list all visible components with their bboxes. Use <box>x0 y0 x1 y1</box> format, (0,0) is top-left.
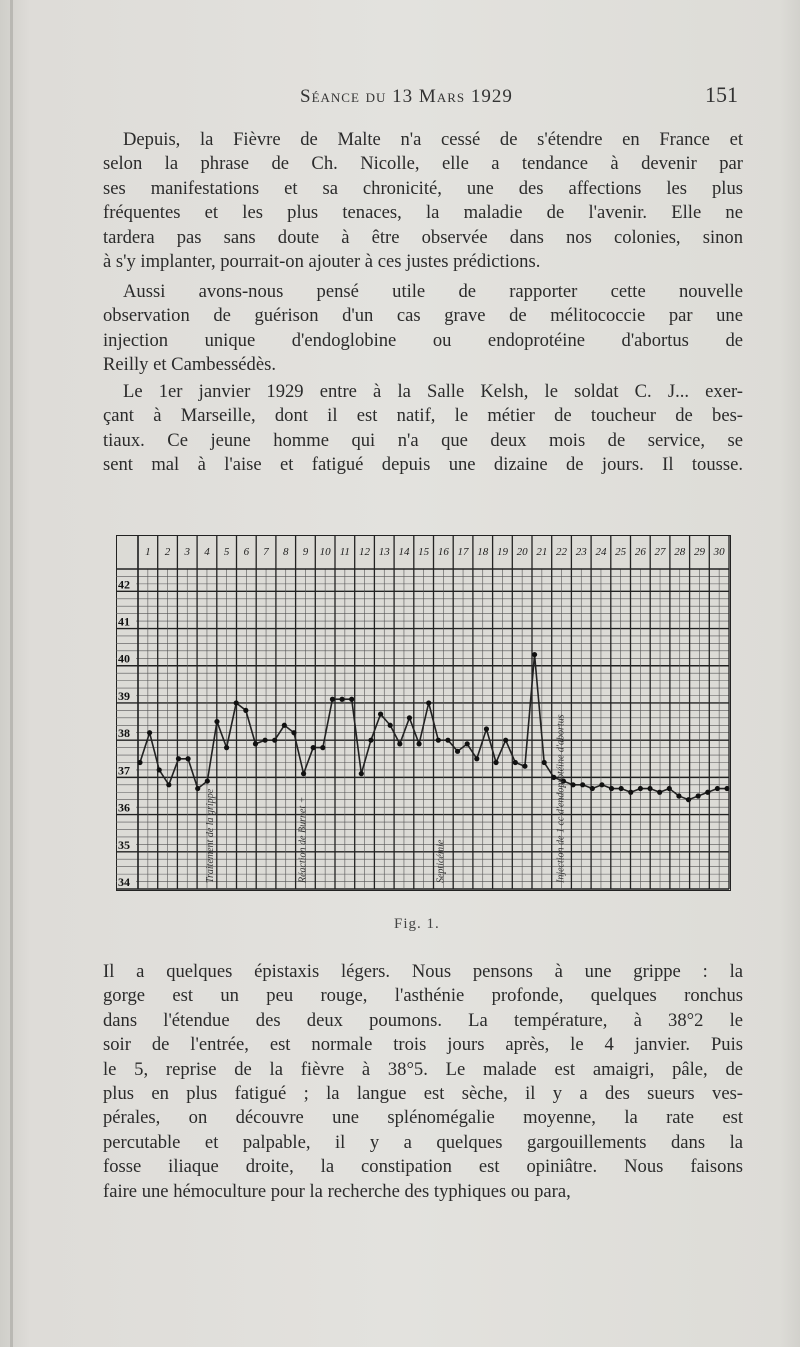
temperature-point <box>599 782 604 787</box>
temperature-point <box>205 778 210 783</box>
temperature-point <box>532 652 537 657</box>
temperature-point <box>359 771 364 776</box>
temperature-point <box>272 738 277 743</box>
temperature-point <box>166 782 171 787</box>
temperature-point <box>339 697 344 702</box>
page-edge <box>10 0 13 1347</box>
temperature-point <box>388 723 393 728</box>
temperature-chart <box>116 535 731 891</box>
text-line: pérales, on découvre une splénomégalie moyenne, la rate est <box>103 1107 743 1129</box>
paragraph-2 <box>103 280 743 378</box>
text-line: Reilly et Cambessédès. <box>103 354 276 376</box>
day-label: 2 <box>164 546 171 558</box>
temperature-point <box>522 764 527 769</box>
page-number: 151 <box>705 82 738 107</box>
text-line: gorge est un peu rouge, l'asthénie profonde, quelques ronchus <box>103 985 743 1007</box>
running-head: Séance du 13 Mars 1929 <box>300 86 513 107</box>
day-label: 4 <box>204 546 210 558</box>
text-line: observation de guérison d'un cas grave de mélitococcie par une <box>103 305 743 327</box>
temperature-point <box>301 771 306 776</box>
y-tick-label: 36 <box>118 800 130 815</box>
temperature-point <box>445 738 450 743</box>
text-line: Aussi avons-nous pensé utile de rapporter cette nouvelle <box>123 281 743 302</box>
text-line: tiaux. Ce jeune homme qui n'a que deux mois de service, se <box>103 429 743 451</box>
text-line: Il a quelques épistaxis légers. Nous pensons à une grippe : la <box>103 961 743 982</box>
temperature-point <box>262 738 267 743</box>
temperature-point <box>195 786 200 791</box>
day-label: 24 <box>595 546 607 558</box>
day-label: 28 <box>674 546 686 558</box>
temperature-point <box>493 760 498 765</box>
y-tick-label: 35 <box>118 837 130 852</box>
day-label: 27 <box>654 546 666 558</box>
temperature-point <box>349 697 354 702</box>
y-tick-label: 34 <box>118 875 130 889</box>
day-label: 9 <box>302 546 309 558</box>
temperature-point <box>619 786 624 791</box>
temperature-point <box>715 786 720 791</box>
day-label: 20 <box>516 546 528 558</box>
day-label: 17 <box>457 546 469 558</box>
temperature-point <box>185 756 190 761</box>
temperature-point <box>686 797 691 802</box>
y-tick-label: 41 <box>118 614 130 629</box>
day-label: 22 <box>556 546 568 558</box>
paragraph-1 <box>103 128 743 274</box>
temperature-point <box>282 723 287 728</box>
text-line: sent mal à l'aise et fatigué depuis une dizaine de jours. Il tousse. <box>103 454 743 476</box>
temperature-point <box>542 760 547 765</box>
day-label: 26 <box>634 546 646 558</box>
temperature-point <box>426 700 431 705</box>
temperature-point <box>465 741 470 746</box>
text-line: Depuis, la Fièvre de Malte n'a cessé de s'étendre en France et <box>123 129 743 150</box>
text-line: Le 1er janvier 1929 entre à la Salle Kelsh, le soldat C. J... exer- <box>123 381 743 402</box>
temperature-point <box>243 708 248 713</box>
temperature-point <box>320 745 325 750</box>
temperature-point <box>157 767 162 772</box>
day-label: 5 <box>223 546 230 558</box>
text-line: ses manifestations et sa chronicité, une des affections les plus <box>103 177 743 199</box>
text-line: injection unique d'endoglobine ou endoprotéine d'abortus de <box>103 329 743 351</box>
y-tick-label: 39 <box>118 688 130 703</box>
day-label: 21 <box>536 546 548 558</box>
temperature-point <box>176 756 181 761</box>
chart-annotation: Réaction de Burnet + <box>297 796 309 883</box>
day-label: 3 <box>184 546 190 558</box>
day-label: 7 <box>263 546 269 558</box>
temperature-point <box>580 782 585 787</box>
text-line: çant à Marseille, dont il est natif, le métier de toucheur de bes- <box>103 405 743 427</box>
day-label: 18 <box>477 546 489 558</box>
temperature-point <box>368 738 373 743</box>
temperature-point <box>609 786 614 791</box>
temperature-point <box>590 786 595 791</box>
day-label: 30 <box>713 546 725 558</box>
temperature-point <box>647 786 652 791</box>
temperature-point <box>137 760 142 765</box>
page-header <box>0 80 800 110</box>
chart-annotation: Injection de 1 cc d'endoprotéine d'abortus <box>555 714 567 883</box>
temperature-point <box>503 738 508 743</box>
temperature-point <box>378 712 383 717</box>
text-line: tardera pas sans doute à être observée dans nos colonies, sinon <box>103 226 743 248</box>
text-line: soir de l'entrée, est normale trois jours après, le 4 janvier. Puis <box>103 1034 743 1056</box>
temperature-point <box>253 741 258 746</box>
temperature-point <box>724 786 729 791</box>
text-line: à s'y implanter, pourrait-on ajouter à ces justes prédictions. <box>103 251 541 273</box>
temperature-point <box>147 730 152 735</box>
day-label: 6 <box>243 546 250 558</box>
temperature-point <box>484 726 489 731</box>
y-tick-label: 40 <box>118 651 130 666</box>
temperature-point <box>696 793 701 798</box>
figure-caption: Fig. 1. <box>394 916 440 932</box>
day-label: 23 <box>575 546 587 558</box>
text-line: percutable et palpable, il y a quelques gargouillements dans la <box>103 1131 743 1153</box>
temperature-point <box>570 782 575 787</box>
paragraph-4 <box>103 960 743 1204</box>
day-label: 25 <box>615 546 627 558</box>
day-label: 8 <box>283 546 289 558</box>
text-line: fréquentes et les plus tenaces, la maladie de l'avenir. Elle ne <box>103 202 743 224</box>
day-label: 14 <box>398 546 410 558</box>
temperature-point <box>705 790 710 795</box>
day-label: 11 <box>339 546 350 558</box>
day-label: 1 <box>145 546 151 558</box>
day-label: 16 <box>437 546 449 558</box>
text-line: faire une hémoculture pour la recherche des typhiques ou para, <box>103 1180 571 1202</box>
chart-annotation: Traitement de la grippe <box>204 788 216 883</box>
temperature-point <box>407 715 412 720</box>
temperature-point <box>291 730 296 735</box>
day-label: 29 <box>693 546 705 558</box>
y-tick-label: 42 <box>118 577 130 592</box>
temperature-point <box>667 786 672 791</box>
temperature-point <box>455 749 460 754</box>
text-line: le 5, reprise de la fièvre à 38°5. Le malade est amaigri, pâle, de <box>103 1058 743 1080</box>
temperature-point <box>214 719 219 724</box>
day-label: 15 <box>418 546 430 558</box>
text-line: fosse iliaque droite, la constipation est opiniâtre. Nous faisons <box>103 1156 743 1178</box>
temperature-point <box>638 786 643 791</box>
paragraph-3 <box>103 380 743 478</box>
temperature-point <box>330 697 335 702</box>
temperature-point <box>657 790 662 795</box>
temperature-point <box>474 756 479 761</box>
chart-annotation: Septicémie <box>435 839 447 883</box>
temperature-point <box>436 738 441 743</box>
day-label: 10 <box>319 546 331 558</box>
temperature-point <box>224 745 229 750</box>
y-tick-label: 38 <box>118 726 130 741</box>
text-line: selon la phrase de Ch. Nicolle, elle a tendance à devenir par <box>103 153 743 175</box>
text-line: dans l'étendue des deux poumons. La température, à 38°2 le <box>103 1009 743 1031</box>
temperature-point <box>676 793 681 798</box>
temperature-point <box>311 745 316 750</box>
temperature-point <box>513 760 518 765</box>
day-label: 13 <box>378 546 390 558</box>
temperature-point <box>234 700 239 705</box>
day-label: 19 <box>496 546 508 558</box>
temperature-point <box>416 741 421 746</box>
temperature-chart-svg <box>116 535 731 891</box>
temperature-point <box>628 790 633 795</box>
y-tick-label: 37 <box>118 763 130 778</box>
text-line: plus en plus fatigué ; la langue est sèche, il y a des sueurs ves- <box>103 1083 743 1105</box>
temperature-point <box>397 741 402 746</box>
day-label: 12 <box>359 546 371 558</box>
